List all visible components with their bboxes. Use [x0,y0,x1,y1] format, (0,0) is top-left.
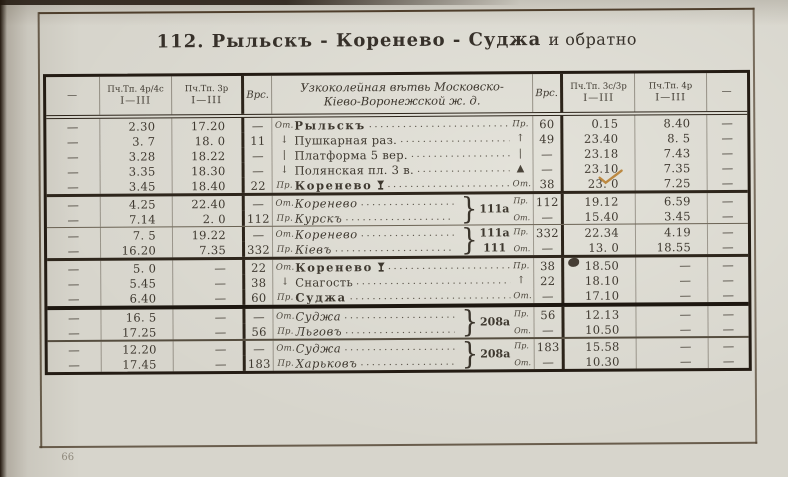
empty-cell: — [722,272,735,287]
leader-dots [361,228,454,240]
departure-time-cell: 18.40 [173,178,245,193]
empty-cell: — [722,338,735,353]
station-name: Коренево [294,226,358,242]
station-name: Курскъ [294,210,343,226]
arrival-departure-labels [512,309,531,335]
arrival-time-cell: 23.18 [563,146,635,161]
departure-time-cell: 17.25 [102,324,174,339]
verst-cell: — [534,288,564,303]
departure-time-cell: 3. 7 [100,133,172,148]
verst-cell: — [245,309,273,324]
station-cell [273,161,534,178]
brace-glyph: } [460,192,478,227]
connecting-train-numbers [478,339,512,369]
train-no-cell: — [47,310,101,325]
station-name: Коренево [295,259,373,275]
arrival-time-cell: 3.45 [636,208,708,223]
group-3 [47,223,748,258]
station-cell [273,176,534,193]
arrival-time-cell: 15.58 [565,339,637,354]
arrival-time-cell: 19.12 [564,194,636,209]
leader-dots [350,290,511,302]
group-5 [47,302,748,340]
station-cell [273,258,534,275]
arrival-time-cell: 22.34 [564,225,636,240]
stop-type-label: От. [513,290,533,301]
arrival-time-cell: 8. 5 [635,130,707,145]
group-2 [47,190,748,227]
leader-dots [369,118,510,130]
departure-time-cell: 18.22 [172,148,244,163]
stop-type-label: От. [276,343,296,354]
train-connection-bracket [460,223,533,258]
station-name: Пушкарная раз. [294,132,398,148]
header-empty-col-right: — [721,85,733,97]
empty-cell: — [722,353,735,368]
header-train-4r4s: Пч.Тп. 4р/4с I—III [100,76,172,114]
departure-time-cell: 6.40 [101,290,173,305]
arrival-time-cell: 12.13 [564,307,636,322]
arrival-time-cell: 0.15 [563,116,635,131]
empty-cell: — [721,160,734,175]
arrival-time-cell: — [637,353,709,368]
station-name: Льговъ [295,323,343,339]
departure-time-cell: 5.45 [101,275,173,290]
departure-time-cell: — [174,341,246,356]
arrival-time-cell: 7.35 [636,160,708,175]
train-connection-bracket [460,192,533,227]
stop-type-label: Пр. [513,260,530,271]
verst-cell: 332 [534,225,564,240]
empty-cell: — [722,321,735,336]
stop-type-label: От. [275,198,295,209]
leader-dots [387,178,509,190]
departure-label: От. [514,358,532,368]
route-title [39,28,755,53]
arrival-time-cell: — [637,338,709,353]
arrival-time-cell: — [636,306,708,321]
station-cell [272,146,533,163]
train-no-cell: — [47,291,101,306]
page-frame-bottom-rule [39,442,757,448]
arrival-label: Пр. [513,227,529,237]
train-no-cell: — [48,325,102,340]
departure-time-cell: 3.35 [101,163,173,178]
arrival-time-cell: 8.40 [635,115,707,130]
train-no-cell: — [47,212,101,227]
verst-cell: 183 [246,356,274,371]
bar-icon: | [518,148,523,160]
arrival-label: Пр. [513,196,528,206]
station-name: Рыльскъ [294,117,366,133]
train-no-cell: — [46,149,100,164]
stop-type-label: Пр. [277,292,294,303]
leader-dots [411,148,510,160]
leader-dots [345,325,455,337]
arrival-departure-labels [511,196,530,222]
station-name: Суджа [295,289,347,305]
stop-type-label: Пр. [276,244,294,255]
arrival-time-cell: 18.55 [636,239,708,254]
leader-dots [345,212,454,224]
verst-cell: 38 [534,176,564,191]
train-connection-bracket [461,305,533,340]
departure-time-cell: 4.25 [101,196,173,211]
departure-time-cell: 3.45 [101,178,173,193]
arrival-time-cell: 15.40 [564,209,636,224]
route-name: Рыльскъ - Коренево - Суджа [211,29,542,53]
departure-time-cell: 12.20 [102,341,174,356]
arrow-up-icon: ↑ [516,275,526,287]
arrival-time-cell: 6.59 [636,193,708,208]
train-number: 111а [479,202,510,216]
stop-type-label: Пр. [276,213,294,224]
station-cell [272,116,533,133]
verst-cell: — [244,148,272,163]
arrow-down-icon: ↓ [280,276,290,288]
train-no-cell: — [48,342,102,357]
departure-time-cell: 2.30 [100,118,172,133]
train-number: 208а [480,347,511,361]
stop-type-label: Пр. [276,180,293,191]
leader-dots [344,342,454,354]
buffet-icon [377,262,385,272]
leader-dots [361,197,454,209]
leader-dots [335,243,454,255]
train-number: 111а [479,226,510,240]
header-line-title: Узкоколейная вѣтвь Московско- Кіево-Воронежской ж. д. [272,74,533,114]
station-name: Снагость [295,274,354,290]
verst-cell: 112 [245,211,273,226]
brace-glyph: } [461,305,479,340]
station-name: Полянская пл. 3 в. [294,162,414,178]
train-no-cell: — [46,119,100,134]
train-no-cell: — [47,179,101,194]
departure-time-cell: 7.14 [101,211,173,226]
pencil-checkmark [597,168,625,186]
arrival-time-cell: 10.30 [565,354,637,369]
departure-time-cell: 17.20 [172,118,244,133]
station-name: Харьковъ [295,355,358,371]
arrival-departure-labels [512,341,531,367]
departure-time-cell: — [174,356,246,371]
verst-cell: 38 [534,258,564,273]
departure-time-cell: — [173,260,245,275]
verst-cell: — [533,146,563,161]
train-no-cell: — [47,276,101,291]
leader-dots [360,357,454,369]
verst-cell: — [246,341,274,356]
group-1 [46,115,747,194]
stop-type-label: От. [512,178,532,189]
page-frame-left-rule [38,12,43,448]
station-name: Кіевъ [295,241,332,257]
table-header [46,73,747,119]
empty-cell: — [722,306,735,321]
verst-cell: 56 [246,324,274,339]
leader-dots [388,260,510,272]
station-name: Коренево [294,195,358,211]
train-no-cell: — [47,261,101,276]
arrival-time-cell: 18.50 [564,258,636,273]
arrival-time-cell: 13. 0 [564,240,636,255]
bar-icon: | [282,149,287,161]
arrival-label: Пр. [514,341,529,351]
train-no-cell: — [47,197,101,212]
page-number: 66 [61,451,75,464]
empty-cell: — [722,287,735,302]
empty-cell: — [721,115,734,130]
departure-time-cell: — [173,309,245,324]
stop-type-label: От. [274,120,294,131]
departure-time-cell: 18. 0 [172,133,244,148]
departure-label: От. [513,213,531,223]
verst-cell: 49 [533,131,563,146]
arrival-time-cell: 7.43 [635,145,707,160]
empty-cell: — [721,130,734,145]
route-suffix: и обратно [548,29,638,50]
arrival-time-cell: 23.40 [563,131,635,146]
empty-cell: — [721,145,734,160]
departure-time-cell: 3.28 [100,148,172,163]
train-no-cell: — [47,243,101,258]
brace-glyph: } [461,337,479,372]
arrival-departure-labels [511,227,530,253]
leader-dots [344,310,454,322]
arrow-down-icon: ↓ [280,134,289,146]
arrow-up-icon: ↑ [516,133,525,145]
verst-cell: 60 [245,290,273,305]
arrival-time-cell: — [637,321,709,336]
connecting-train-numbers [477,225,511,255]
train-number: 111 [483,241,507,255]
departure-label: От. [514,326,531,336]
arrival-time-cell: 23.10 [564,161,636,176]
table-row [48,353,749,372]
departure-time-cell: 19.22 [173,227,245,242]
header-train-3s3r: Пч.Тп. 3с/3р I—III [563,74,635,112]
train-number: 208а [479,315,511,329]
train-no-cell: — [47,228,101,243]
page-frame-top-rule [39,8,755,14]
empty-cell: — [721,193,734,208]
buffet-icon [376,180,384,190]
arrival-time-cell: 23. 0 [564,176,636,191]
empty-cell: — [721,208,734,223]
arrival-time-cell: — [636,272,708,287]
verst-cell: 38 [245,275,273,290]
departure-time-cell: — [173,275,245,290]
stop-type-label: Пр. [277,358,295,369]
verst-cell: 112 [534,194,564,209]
departure-time-cell: — [174,324,246,339]
departure-time-cell: 22.40 [173,196,245,211]
route-number: 112. [156,31,205,53]
empty-cell: — [722,257,735,272]
group-6 [48,336,749,372]
arrival-time-cell: — [636,287,708,302]
header-versts-left: Врс. [244,76,272,114]
departure-time-cell: 18.30 [173,163,245,178]
train-connection-bracket [461,337,534,372]
train-no-cell: — [47,164,101,179]
stop-type-label: От. [276,311,295,322]
departure-time-cell: 16.20 [101,242,173,257]
brace-glyph: } [460,223,478,258]
header-empty-col: — [46,77,100,115]
verst-cell: — [534,240,564,255]
stop-type-label: Пр. [277,326,294,337]
station-cell [273,273,534,290]
verst-cell: 11 [244,133,272,148]
departure-time-cell: 17.45 [102,356,174,371]
departure-time-cell: 16. 5 [101,309,173,324]
station-cell [273,288,534,305]
verst-cell: — [535,354,565,369]
train-no-cell: — [48,357,102,372]
verst-cell: 332 [245,242,273,257]
arrival-time-cell: 17.10 [564,288,636,303]
departure-time-cell: 2. 0 [173,211,245,226]
departure-time-cell: 7. 5 [101,227,173,242]
station-name: Суджа [295,308,342,324]
arrival-time-cell: 7.25 [636,175,708,190]
station-name: Коренево [294,177,373,193]
leader-dots [356,275,510,287]
verst-cell: 56 [534,307,564,322]
departure-time-cell: — [173,290,245,305]
verst-cell: — [534,161,564,176]
verst-cell: 22 [245,178,273,193]
leader-dots [417,163,510,175]
header-train-3r: Пч.Тп. 3р I—III [172,76,244,114]
departure-time-cell: 5. 0 [101,260,173,275]
empty-cell: — [722,224,734,239]
group-4 [47,254,748,306]
verst-cell: 60 [533,116,563,131]
arrival-time-cell: 4.19 [636,224,708,239]
timetable [43,70,752,375]
station-name: Суджа [295,340,342,356]
train-no-cell: — [46,134,100,149]
stop-type-label: Пр. [512,118,529,129]
arrival-time-cell: 10.50 [565,322,637,337]
arrow-down-icon: ↓ [280,164,289,176]
verst-cell: — [244,118,272,133]
departure-label: От. [513,244,531,254]
verst-cell: — [245,227,273,242]
verst-cell: 22 [534,273,564,288]
leader-dots [400,133,509,145]
verst-cell: — [534,209,564,224]
stop-type-label: От. [275,229,295,240]
arrival-label: Пр. [513,309,529,319]
station-cell [272,131,533,148]
empty-cell: — [722,239,735,254]
connecting-train-numbers [477,194,511,224]
stop-type-label: От. [275,262,295,273]
departure-time-cell: 7.35 [173,242,245,257]
arrival-time-cell: — [636,257,708,272]
connecting-train-numbers [478,307,512,337]
page-frame-right-rule [753,8,758,444]
arrow-up-solid-icon: ▲ [516,163,525,175]
header-train-4r: Пч.Тп. 4р I—III [635,73,707,111]
verst-cell: 22 [245,260,273,275]
station-name: Платформа 5 вер. [294,147,408,163]
verst-cell: — [245,196,273,211]
empty-cell: — [721,175,734,190]
verst-cell: 183 [535,339,565,354]
header-versts-right: Врс. [533,74,563,112]
verst-cell: — [535,322,565,337]
arrival-time-cell: 18.10 [564,273,636,288]
verst-cell: — [245,163,273,178]
